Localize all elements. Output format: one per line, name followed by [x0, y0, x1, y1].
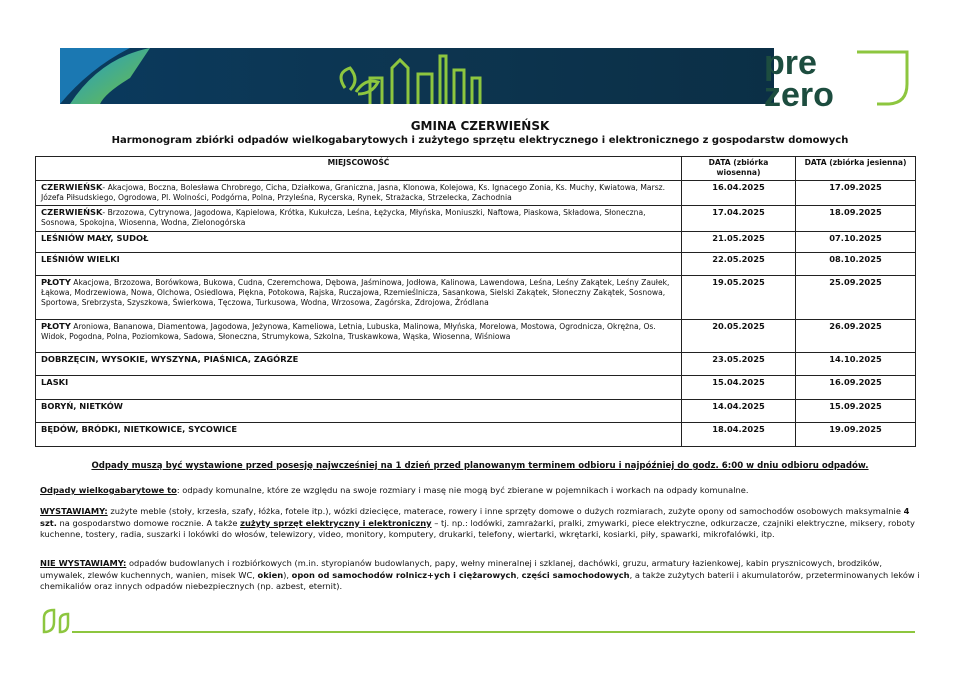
header-spring: DATA (zbiórka wiosenna) — [682, 157, 796, 181]
header-banner — [60, 48, 774, 104]
table-row — [36, 252, 916, 275]
footer-decoration — [40, 606, 915, 636]
place-cell: BORYŃ, NIETKÓW — [36, 399, 682, 422]
table-row — [36, 180, 916, 205]
autumn-date: 26.09.2025 — [796, 319, 916, 352]
spring-date: 17.04.2025 — [682, 205, 796, 231]
spring-date: 19.05.2025 — [682, 275, 796, 319]
table-row — [36, 231, 916, 252]
place-cell: CZERWIEŃSK- Akacjowa, Boczna, Bolesława Chrobrego, Cicha, Działkowa, Graniczna, Jasna, Klonowa, Kolejowa, Ks. Ignacego Zonia, Ks. Muchy, Kwiatowa, Marsz. Józefa Piłsudskiego, Ogrodowa, Pl. Wolności, Podgórna, Polna, Przyleśna, Rycerska, Rynek, Strażacka, Strzelecka, Zachodnia — [36, 180, 682, 205]
place-cell: PŁOTY Aroniowa, Bananowa, Diamentowa, Jagodowa, Jeżynowa, Kameliowa, Letnia, Lubuska, Malinowa, Młyńska, Morelowa, Mostowa, Ogrodnicza, Okrężna, Os. Widok, Pogodna, Polna, Poziomkowa, Sadowa, Słoneczna, Strumykowa, Szkolna, Truskawkowa, Wąska, Wiosenna, Wiśniowa — [36, 319, 682, 352]
place-cell: BĘDÓW, BRÓDKI, NIETKOWICE, SYCOWICE — [36, 422, 682, 446]
definition-note: Odpady wielkogabarytowe to: odpady komunalne, które ze względu na swoje rozmiary i masę nie mogą być zbierane w pojemnikach i workach na odpady komunalne. — [40, 485, 749, 495]
autumn-date: 25.09.2025 — [796, 275, 916, 319]
place-cell: LEŚNIÓW WIELKI — [36, 252, 682, 275]
schedule-table — [35, 156, 916, 447]
spring-date: 14.04.2025 — [682, 399, 796, 422]
table-row — [36, 319, 916, 352]
page-subtitle: Harmonogram zbiórki odpadów wielkogabarytowych i zużytego sprzętu elektrycznego i elektronicznego z gospodarstw domowych — [111, 135, 849, 146]
autumn-date: 14.10.2025 — [796, 352, 916, 375]
page-title: GMINA CZERWIEŃSK — [410, 119, 550, 133]
leaf-footer-icon — [44, 610, 68, 632]
autumn-date: 08.10.2025 — [796, 252, 916, 275]
place-cell: LASKI — [36, 375, 682, 399]
spring-date: 18.04.2025 — [682, 422, 796, 446]
spring-date: 23.05.2025 — [682, 352, 796, 375]
header-place: MIEJSCOWOŚĆ — [36, 157, 682, 181]
prezero-logo — [762, 44, 912, 110]
spring-date: 16.04.2025 — [682, 180, 796, 205]
header-autumn: DATA (zbiórka jesienna) — [796, 157, 916, 181]
autumn-date: 16.09.2025 — [796, 375, 916, 399]
place-cell: CZERWIEŃSK- Brzozowa, Cytrynowa, Jagodowa, Kąpielowa, Krótka, Kukułcza, Leśna, Łężycka, Młyńska, Moniuszki, Naftowa, Piaskowa, Składowa, Słoneczna, Sosnowa, Spokojna, Wiosenna, Wodna, Zielonogórska — [36, 205, 682, 231]
autumn-date: 19.09.2025 — [796, 422, 916, 446]
spring-date: 15.04.2025 — [682, 375, 796, 399]
autumn-date: 18.09.2025 — [796, 205, 916, 231]
forbidden-items-note: NIE WYSTAWIAMY: odpadów budowlanych i rozbiórkowych (m.in. styropianów budowlanych, papy, wełny mineralnej i szklanej, dachówki, gruzu, armatury łazienkowej, kabin prysznicowych, brodzików, umywalek, zlewów kuchennych, wanien, misek WC, okien), opon od samochodów rolnicz+ych i ciężarowych, części samochodowych, a także zużytych baterii i akumulatorów, przeterminowanych leków i chemikaliów oraz innych odpadów niebezpiecznych (np. azbest, eternit). — [40, 558, 920, 592]
table-row — [36, 399, 916, 422]
table-row — [36, 422, 916, 446]
table-row — [36, 352, 916, 375]
place-cell: DOBRZĘCIN, WYSOKIE, WYSZYNA, PIAŚNICA, ZAGÓRZE — [36, 352, 682, 375]
spring-date: 21.05.2025 — [682, 231, 796, 252]
allowed-items-note: WYSTAWIAMY: zużyte meble (stoły, krzesła, szafy, łóżka, fotele itp.), wózki dziecięce, materace, rowery i inne sprzęty domowe o dużych rozmiarach, zużyte opony od samochodów osobowych maksymalnie 4 szt. na gospodarstwo domowe rocznie. A także zużyty sprzęt elektryczny i elektroniczny – tj. np.: lodówki, zamrażarki, pralki, zmywarki, piece elektryczne, odkurzacze, czajniki elektryczne, miksery, roboty kuchenne, tostery, radia, suszarki i lokówki do włosów, telewizory, video, monitory, komputery, drukarki, telefony, wiertarki, wkrętarki, kosiarki, piły, spawarki, mikrofalówki, itp. — [40, 506, 915, 540]
svg-text:pre: pre — [764, 44, 817, 82]
table-row — [36, 205, 916, 231]
autumn-date: 07.10.2025 — [796, 231, 916, 252]
place-cell: PŁOTY Akacjowa, Brzozowa, Borówkowa, Bukowa, Cudna, Czeremchowa, Dębowa, Jaśminowa, Jodłowa, Kalinowa, Lawendowa, Leśna, Leśny Zakątek, Leśny Zaułek, Łąkowa, Modrzewiowa, Nowa, Olchowa, Osiedlowa, Piękna, Potokowa, Rajska, Ruczajowa, Rzemieślnicza, Sasankowa, Sielski Zakątek, Słoneczny Zakątek, Sosnowa, Sportowa, Srebrzysta, Szyszkowa, Świerkowa, Tęczowa, Turkusowa, Wodna, Wrzosowa, Zagórska, Zdrojowa, Źródlana — [36, 275, 682, 319]
autumn-date: 17.09.2025 — [796, 180, 916, 205]
table-row — [36, 375, 916, 399]
deadline-note: Odpady muszą być wystawione przed posesję najwcześniej na 1 dzień przed planowanym terminem odbioru i najpóźniej do godz. 6:00 w dniu odbioru odpadów. — [91, 461, 869, 471]
table-row — [36, 275, 916, 319]
spring-date: 20.05.2025 — [682, 319, 796, 352]
spring-date: 22.05.2025 — [682, 252, 796, 275]
place-cell: LEŚNIÓW MAŁY, SUDOŁ — [36, 231, 682, 252]
table-header-row — [36, 157, 916, 181]
svg-text:zero: zero — [764, 76, 834, 110]
autumn-date: 15.09.2025 — [796, 399, 916, 422]
